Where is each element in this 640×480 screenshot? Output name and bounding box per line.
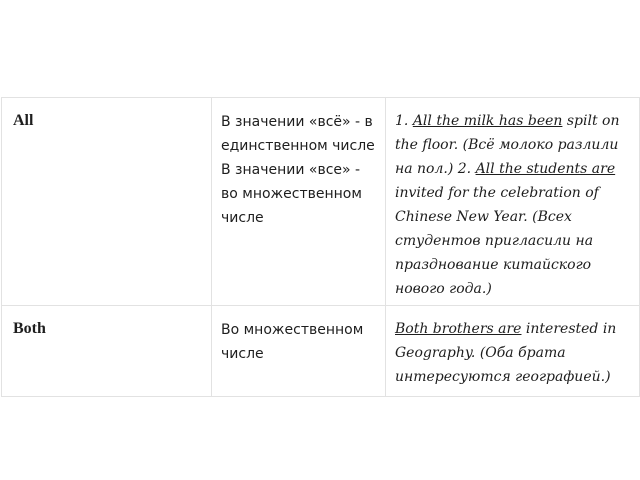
word-label-all: All — [13, 112, 34, 129]
examples-text-all — [386, 98, 639, 301]
usage-text-all: В значении «всё» - в единственном числе В значении «все» - во множественном числе — [221, 114, 375, 226]
word-label-both: Both — [13, 320, 46, 337]
word-cell — [2, 306, 212, 397]
examples-cell — [386, 98, 640, 306]
underlined-phrase: All the milk has been — [412, 113, 563, 129]
example-text: interested in Geography. (Оба брата интересуются географией.) — [395, 321, 617, 385]
example-number: 1. — [395, 113, 413, 129]
word-cell — [2, 98, 212, 306]
grammar-table — [1, 97, 640, 397]
examples-text-both — [386, 306, 639, 389]
usage-text-both: Во множественном числе — [221, 322, 364, 362]
table-row-both — [2, 306, 640, 397]
example-text: spilt on the floor. (Всё молоко разлили на пол.) 2. — [395, 113, 620, 177]
examples-cell — [386, 306, 640, 397]
table-row-all — [2, 98, 640, 306]
underlined-phrase: All the students are — [475, 161, 616, 177]
usage-cell — [212, 306, 386, 397]
usage-cell — [212, 98, 386, 306]
underlined-phrase: Both brothers are — [395, 321, 522, 337]
example-text: invited for the celebration of Chinese New Year. (Всех студентов пригласили на празднование китайского нового года.) — [395, 185, 599, 297]
